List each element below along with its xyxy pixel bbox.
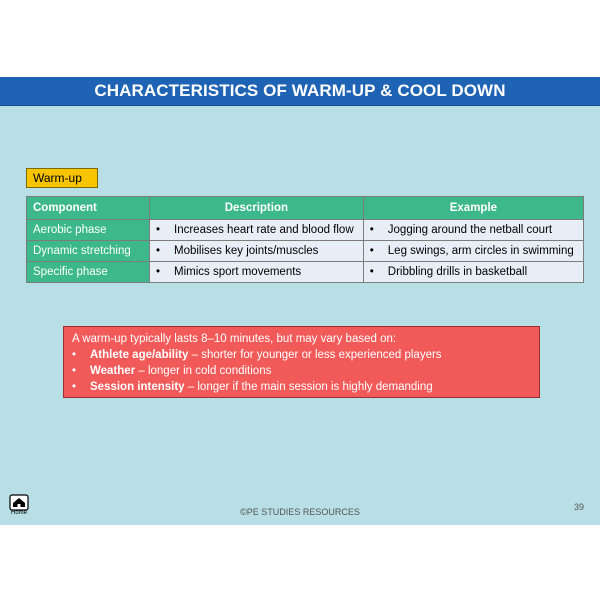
description-text: Mimics sport movements (174, 266, 302, 278)
item-bold: Weather (90, 365, 136, 377)
description-text: Increases heart rate and blood flow (174, 224, 354, 236)
description-cell: • Mobilises key joints/muscles (150, 241, 364, 262)
slide-title: CHARACTERISTICS OF WARM-UP & COOL DOWN (94, 81, 506, 100)
page-number: 39 (573, 502, 584, 512)
item-bold: Session intensity (90, 381, 185, 393)
list-item: • Weather – longer in cold conditions (72, 365, 272, 377)
component-cell: Dynamic stretching (27, 241, 150, 262)
item-bold: Athlete age/ability (90, 349, 189, 361)
example-text: Jogging around the netball court (387, 224, 553, 236)
description-cell: • Increases heart rate and blood flow (150, 220, 364, 241)
section-label: Warm-up (26, 168, 98, 188)
info-box (63, 326, 540, 398)
item-text: – longer in cold conditions (135, 365, 272, 377)
warm-up-table (26, 196, 584, 283)
info-list (72, 347, 531, 395)
item-text: – shorter for younger or less experienced players (188, 349, 442, 361)
home-label: Home (10, 510, 27, 516)
list-item: • Athlete age/ability – shorter for younger or less experienced players (72, 349, 442, 361)
example-text: Leg swings, arm circles in swimming (387, 245, 574, 257)
table-header-row (27, 197, 584, 220)
description-cell: • Mimics sport movements (150, 262, 364, 283)
info-intro: A warm-up typically lasts 8–10 minutes, but may vary based on: (72, 333, 397, 345)
item-text: – longer if the main session is highly demanding (184, 381, 433, 393)
column-header: Example (363, 197, 583, 220)
component-cell: Aerobic phase (27, 220, 150, 241)
slide (0, 77, 600, 525)
table-row (27, 241, 584, 262)
description-text: Mobilises key joints/muscles (174, 245, 319, 257)
table-row (27, 262, 584, 283)
list-item: • Session intensity – longer if the main session is highly demanding (72, 381, 433, 393)
column-header: Component (27, 197, 150, 220)
example-cell: • Leg swings, arm circles in swimming (363, 241, 583, 262)
example-cell: • Dribbling drills in basketball (363, 262, 583, 283)
example-cell: • Jogging around the netball court (363, 220, 583, 241)
column-header: Description (150, 197, 364, 220)
component-cell: Specific phase (27, 262, 150, 283)
example-text: Dribbling drills in basketball (387, 266, 528, 278)
table-row (27, 220, 584, 241)
footer-credit: ©PE STUDIES RESOURCES (240, 507, 360, 517)
title-bar (0, 77, 600, 106)
